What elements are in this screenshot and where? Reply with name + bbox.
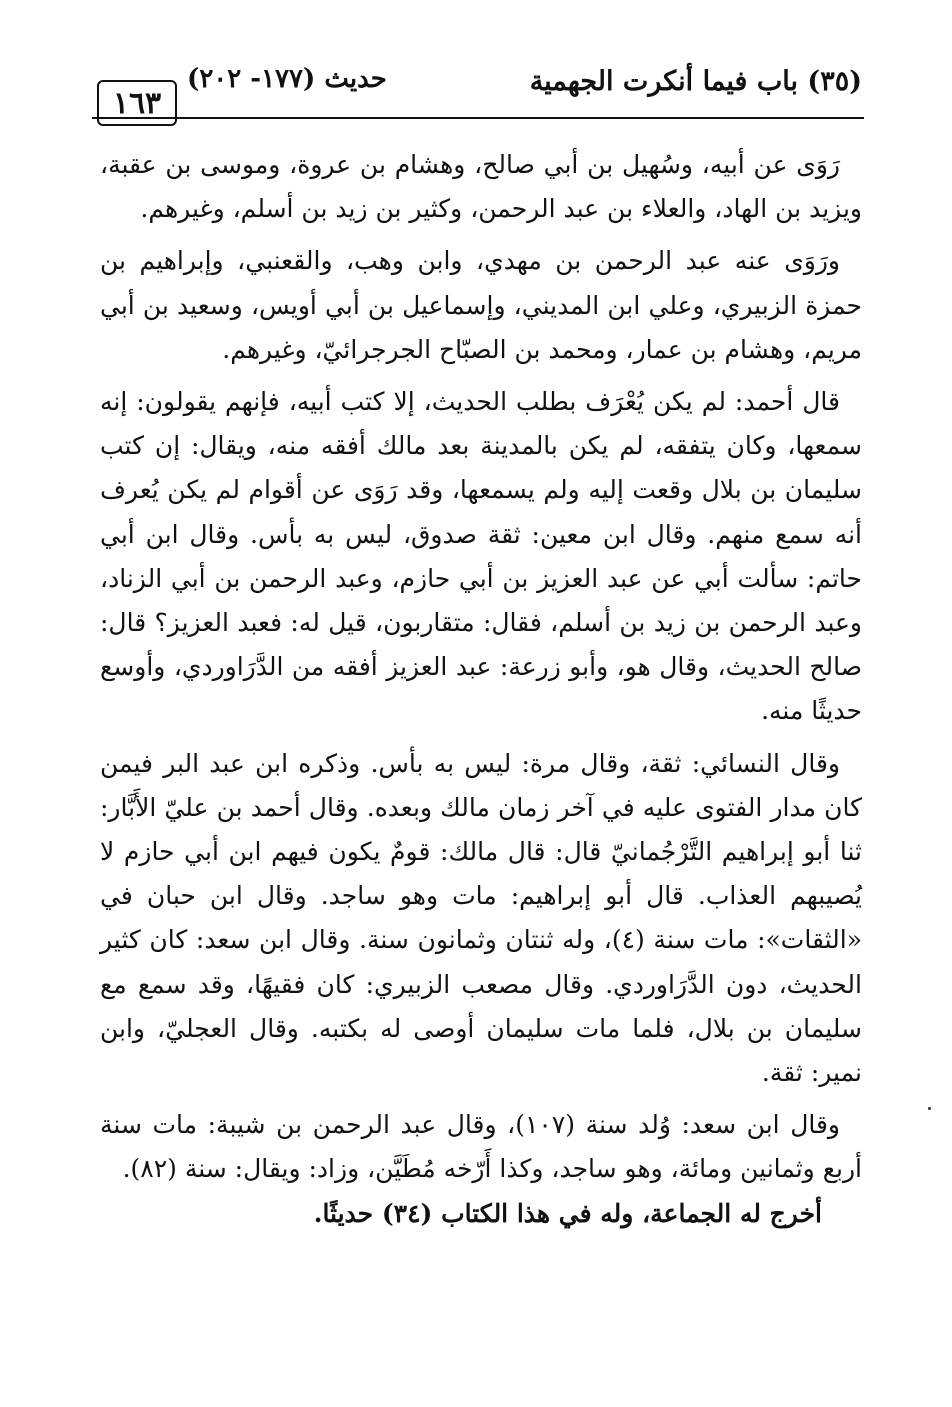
- paragraph-narrated-by: ورَوَى عنه عبد الرحمن بن مهدي، وابن وهب، والقعنبي، وإبراهيم بن حمزة الزبيري، وعلي ابن المديني، وإسماعيل بن أبي أويس، وسعيد بن أبي مريم، وهشام بن عمار، ومحمد بن الصبّاح الجرجرائيّ، وغيرهم.: [100, 246, 862, 364]
- paragraph-narrated-from: رَوَى عن أبيه، وسُهيل بن أبي صالح، وهشام بن عروة، وموسى بن عقبة، ويزيد بن الهاد، والعلاء بن عبد الرحمن، وكثير بن زيد بن أسلم، وغيرهم.: [100, 150, 862, 224]
- paragraph-nasai-opinion: وقال النسائي: ثقة، وقال مرة: ليس به بأس. وذكره ابن عبد البر فيمن كان مدار الفتوى عليه في آخر زمان مالك وبعده. وقال أحمد بن عليّ الأَبَّار: ثنا أبو إبراهيم التَّرْجُمانيّ قال: قال مالك: قومٌ يكون فيهم ابن أبي حازم لا يُصيبهم العذاب. قال أبو إبراهيم: مات وهو ساجد. وقال ابن حبان في «الثقات»: مات سنة (٤)، وله ثنتان وثمانون سنة. وقال ابن سعد: كان كثير الحديث، دون الدَّرَاوردي. وقال مصعب الزبيري: كان فقيهًا، وقد سمع مع سليمان بن بلال، فلما مات سليمان أوصى له بكتبه. وقال العجليّ، وابن نمير: ثقة.: [100, 748, 863, 1088]
- page-number: ١٦٣: [112, 85, 162, 121]
- running-header: [92, 60, 862, 120]
- main-text: [100, 143, 862, 1236]
- page-number-box: [97, 80, 177, 126]
- scan-speck: [928, 1107, 931, 1110]
- paragraph-conclusion: أخرج له الجماعة، وله في هذا الكتاب (٣٤) حديثًا.: [313, 1198, 822, 1228]
- paragraph-ahmad-opinion: قال أحمد: لم يكن يُعْرَف بطلب الحديث، إلا كتب أبيه، فإنهم يقولون: إنه سمعها، وكان يتفقه، لم يكن بالمدينة بعد مالك أفقه منه، ويقال: إن كتب سليمان بن بلال وقعت إليه ولم يسمعها، وقد رَوَى عن أقوام لم يكن يُعرف أنه سمع منهم. وقال ابن معين: ثقة صدوق، ليس به بأس. وقال ابن أبي حاتم: سألت أبي عن عبد العزيز بن أبي حازم، وعبد الرحمن بن أبي الزناد، وعبد الرحمن بن زيد بن أسلم، فقال: متقاربون، قيل له: فعبد العزيز؟ قال: صالح الحديث، وقال هو، وأبو زرعة: عبد العزيز أفقه من الدَّرَاوردي، وأوسع حديثًا منه.: [100, 387, 862, 726]
- hadith-range: حديث (١٧٧- ٢٠٢): [187, 64, 387, 94]
- header-divider: [92, 117, 864, 119]
- paragraph-birth-death: وقال ابن سعد: وُلد سنة (١٠٧)، وقال عبد الرحمن بن شيبة: مات سنة أربع وثمانين ومائة، وهو ساجد، وكذا أَرّخه مُطَيَّن، وزاد: ويقال: سنة (٨٢).: [100, 1110, 862, 1184]
- chapter-title: (٣٥) باب فيما أنكرت الجهمية: [529, 66, 862, 97]
